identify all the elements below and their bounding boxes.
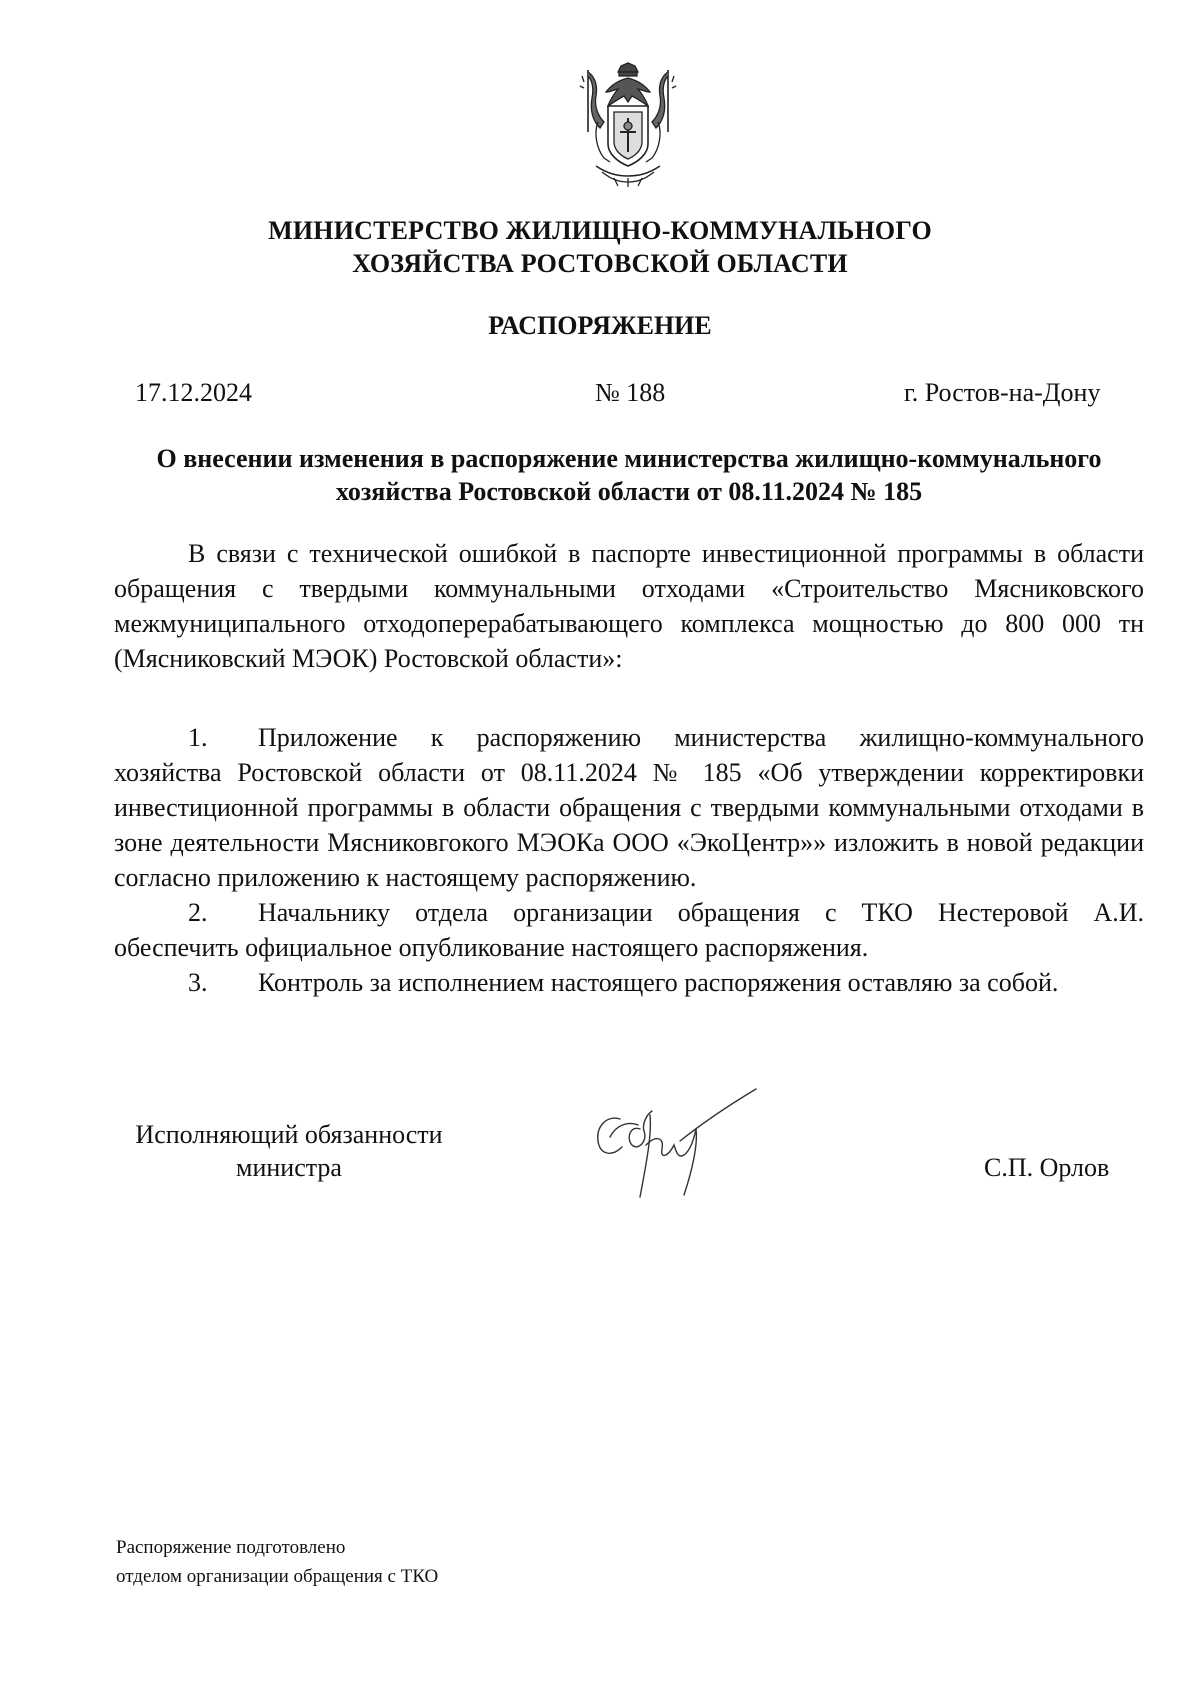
order-item-number: 1. [188,723,208,752]
order-item-number: 3. [188,968,208,997]
subject-line2: хозяйства Ростовской области от 08.11.2024 № 185 [335,477,923,506]
order-item-1 [114,720,1144,895]
prepared-by-line2: отделом организации обращения с ТКО [116,1566,439,1587]
ministry-name [0,214,1200,280]
order-item-text: Приложение к распоряжению министерства жилищно-коммунального хозяйства Ростовской области от 08.11.2024 № 185 «Об утверждении корректировки инвестиционной программы в области обращения с твердыми коммунальными отходами в зоне деятельности Мясниковгокого МЭОКа ООО «ЭкоЦентр»» изложить в новой редакции согласно приложению к настоящему распоряжению. [114,723,1144,892]
prepared-by-line1: Распоряжение подготовлено [116,1537,346,1558]
document-number: № 188 [595,378,666,407]
order-item-number: 2. [188,898,208,927]
order-item-3 [114,965,1144,1000]
signatory-role-line1: Исполняющий обязанности [135,1120,443,1149]
coat-of-arms-icon [574,62,682,188]
signatory-name: С.П. Орлов [984,1153,1110,1182]
handwritten-signature [580,1085,780,1205]
document-date: 17.12.2024 [135,378,252,407]
intro-text: В связи с технической ошибкой в паспорте инвестиционной программы в области обращения с твердыми коммунальными отходами «Строительство Мясниковского межмуниципального отходоперерабатывающего комплекса мощностью до 800 000 тн (Мясниковский МЭОК) Ростовской области»: [114,539,1144,673]
intro-paragraph [114,536,1144,676]
order-items [114,720,1144,1000]
signatory-role [110,1118,468,1184]
signatory-role-line2: министра [236,1153,342,1182]
ministry-name-line1: МИНИСТЕРСТВО ЖИЛИЩНО-КОММУНАЛЬНОГО [268,216,932,245]
order-item-text: Начальнику отдела организации обращения с ТКО Нестеровой А.И. обеспечить официальное опубликование настоящего распоряжения. [114,898,1144,962]
subject-line1: О внесении изменения в распоряжение министерства жилищно-коммунального [156,444,1102,473]
order-item-2 [114,895,1144,965]
ministry-name-line2: ХОЗЯЙСТВА РОСТОВСКОЙ ОБЛАСТИ [352,249,848,278]
prepared-by-note [116,1533,438,1591]
document-subject [112,442,1146,508]
document-type: РАСПОРЯЖЕНИЕ [488,311,712,340]
order-item-text: Контроль за исполнением настоящего распоряжения оставляю за собой. [258,968,1059,997]
document-city: г. Ростов-на-Дону [904,378,1101,407]
